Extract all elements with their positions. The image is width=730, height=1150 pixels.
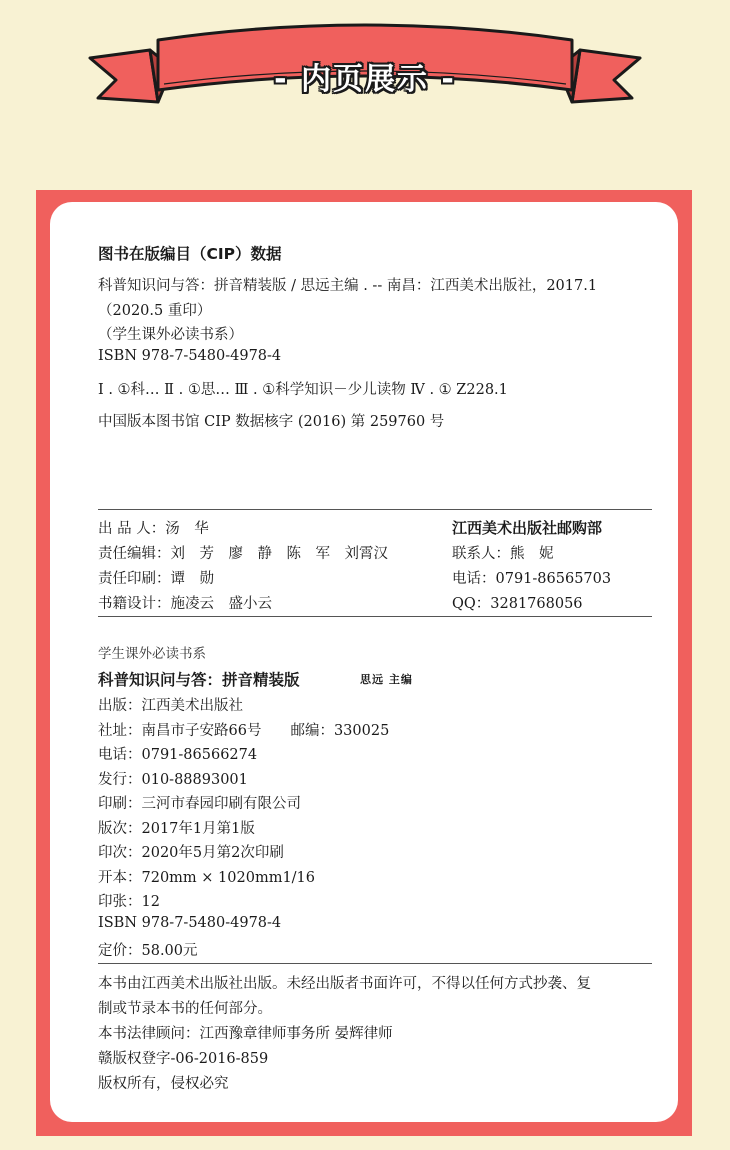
detail-printer: 印刷：三河市春园印刷有限公司 [98, 796, 301, 812]
series-name: 学生课外必读书系 [98, 646, 206, 662]
detail-printing: 印次：2020年5月第2次印刷 [98, 845, 284, 861]
detail-edition: 版次：2017年1月第1版 [98, 820, 255, 837]
banner-title: - 内页展示 - [274, 62, 456, 97]
divider [98, 963, 652, 964]
cip-title: 图书在版编目（CIP）数据 [98, 245, 282, 263]
mail-order-phone: 电话：0791-86565703 [452, 571, 612, 587]
mail-order-box [452, 517, 611, 617]
notice-legal-counsel: 本书法律顾问：江西豫章律师事务所 晏辉律师 [98, 1026, 393, 1042]
detail-phone: 电话：0791-86566274 [98, 747, 258, 763]
credit-design: 书籍设计：施凌云 盛小云 [98, 596, 272, 612]
divider [98, 509, 652, 510]
cip-classification: Ⅰ . ①科… Ⅱ . ①思… Ⅲ . ①科学知识－少儿读物 Ⅳ . ① Z228.1 [98, 382, 508, 398]
copyright-page [50, 202, 678, 1122]
detail-sheets: 印张：12 [98, 894, 160, 910]
detail-format: 开本：720mm × 1020mm1/16 [98, 869, 316, 886]
credit-producer: 出 品 人：汤 华 [98, 521, 209, 537]
cip-line: 科普知识问与答：拼音精装版 / 思远主编 . -- 南昌：江西美术出版社，2017.1 [98, 278, 598, 294]
page-frame [36, 190, 692, 1136]
book-title: 科普知识问与答：拼音精装版 [98, 671, 300, 689]
notice-line: 本书由江西美术出版社出版。未经出版者书面许可，不得以任何方式抄袭、复 [98, 976, 591, 992]
cip-isbn: ISBN 978-7-5480-4978-4 [98, 348, 282, 364]
mail-order-title: 江西美术出版社邮购部 [452, 519, 603, 537]
detail-distribution: 发行：010-88893001 [98, 771, 248, 788]
detail-isbn: ISBN 978-7-5480-4978-4 [98, 914, 282, 931]
ribbon-banner [80, 10, 650, 120]
credit-editors: 责任编辑：刘 芳 廖 静 陈 军 刘霄汉 [98, 546, 388, 562]
notice-rights: 版权所有，侵权必究 [98, 1076, 229, 1092]
detail-address: 社址：南昌市子安路66号 邮编：330025 [98, 722, 390, 739]
detail-publisher: 出版：江西美术出版社 [98, 698, 243, 714]
mail-order-contact: 联系人：熊 妮 [452, 546, 554, 562]
copyright-notice [98, 972, 658, 1097]
credits-list [98, 517, 388, 617]
mail-order-qq: QQ：3281768056 [452, 596, 583, 612]
divider [98, 616, 652, 617]
cip-line: （学生课外必读书系） [98, 327, 243, 343]
cip-line: （2020.5 重印） [98, 303, 212, 319]
cip-record-number: 中国版本图书馆 CIP 数据核字 (2016) 第 259760 号 [98, 414, 445, 430]
credit-printing: 责任印刷：谭 勋 [98, 571, 214, 587]
detail-price: 定价：58.00元 [98, 943, 198, 959]
publication-details [98, 694, 389, 964]
notice-line: 制或节录本书的任何部分。 [98, 1001, 272, 1017]
book-editor: 思远 主编 [360, 673, 413, 686]
notice-registration: 赣版权登字-06-2016-859 [98, 1051, 269, 1067]
